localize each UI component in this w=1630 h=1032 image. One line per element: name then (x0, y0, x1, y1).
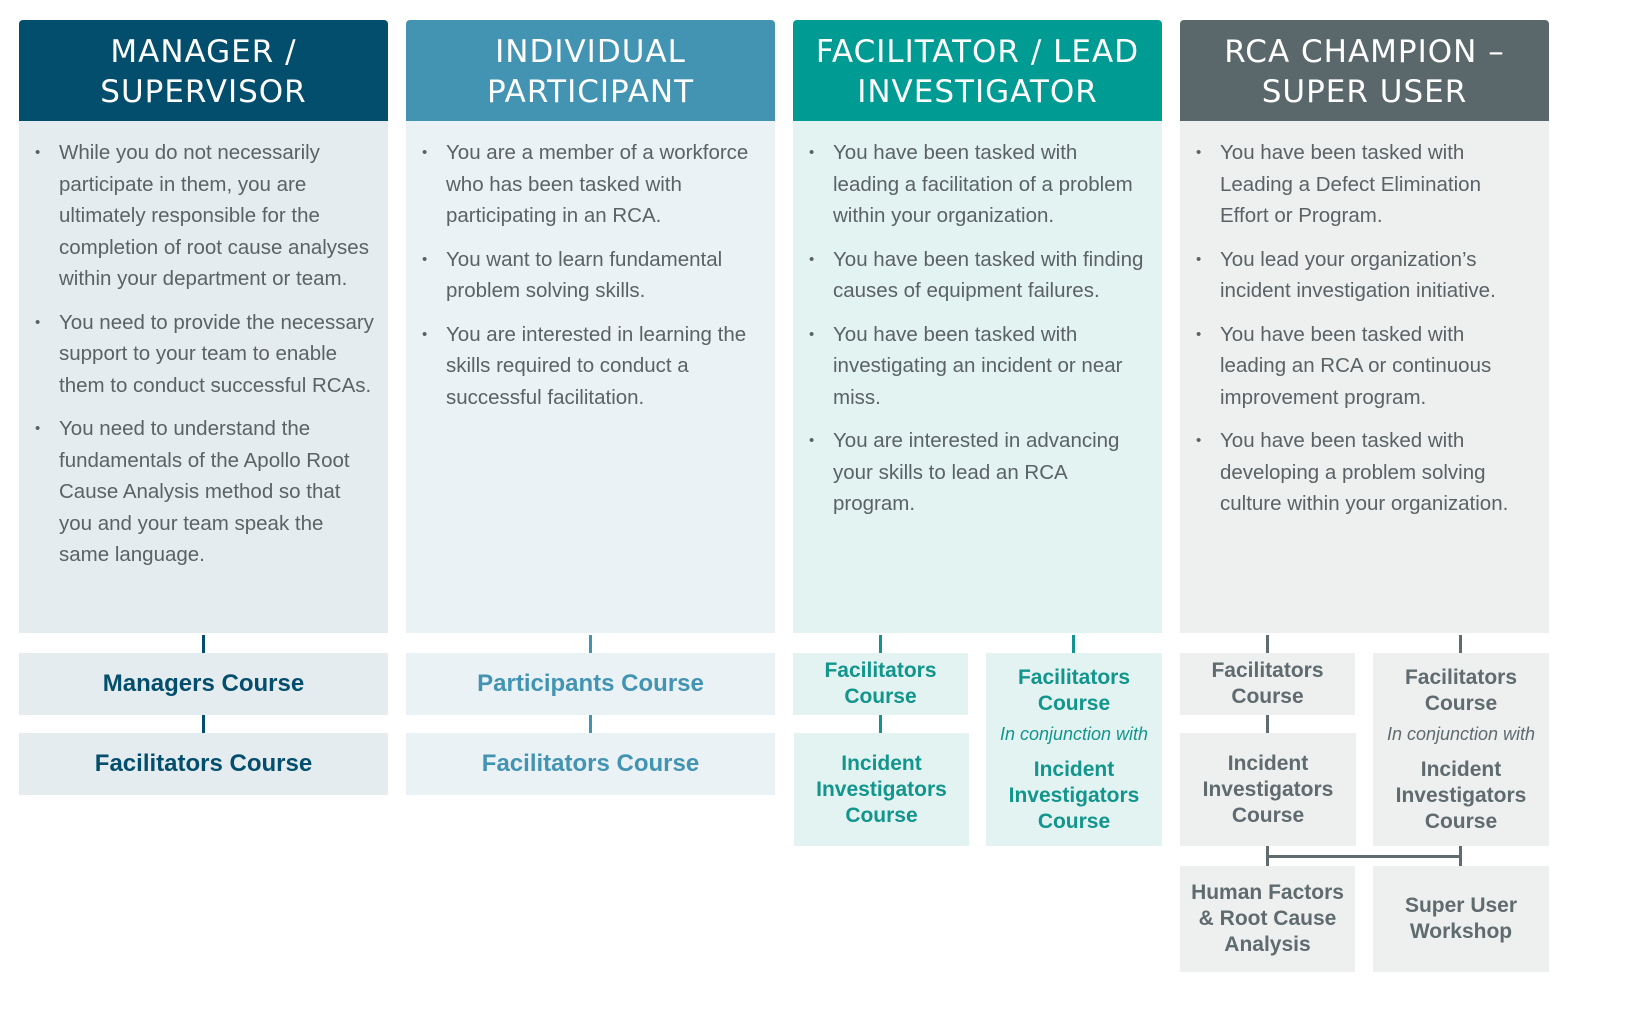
bullet-item: • You have been tasked with leading a facilitation of a problem within your organization. (833, 137, 1148, 232)
bullet-item: • You have been tasked with leading an RCA or continuous improvement program. (1220, 319, 1535, 414)
header-title-line1: INDIVIDUAL (495, 33, 686, 70)
course-box-facilitators (406, 733, 775, 795)
bullet-item: • You are a member of a workforce who has been tasked with participating in an RCA. (446, 137, 761, 232)
header-individual-participant (406, 20, 775, 121)
course-box-participants (406, 653, 775, 715)
connector-line (879, 635, 882, 653)
bullet-list (833, 137, 1148, 520)
bullet-item: • You are interested in learning the skills required to conduct a successful facilitation. (446, 319, 761, 414)
course-label: Facilitators Course (1017, 665, 1131, 715)
course-label: Managers Course (102, 670, 305, 697)
description-panel-champion (1180, 121, 1549, 633)
course-box-facilitators-with-incident-investigators (986, 653, 1162, 846)
course-label: Facilitators Course (481, 750, 700, 777)
header-title-line2: SUPERVISOR (100, 73, 307, 110)
conjunction-label: In conjunction with (1386, 723, 1536, 744)
course-label: Incident Investigators Course (816, 751, 947, 827)
header-manager-supervisor (19, 20, 388, 121)
header-title-line1: RCA CHAMPION – (1224, 33, 1505, 70)
bullet-item: • You have been tasked with finding causes of equipment failures. (833, 244, 1148, 307)
bullet-item: • You have been tasked with developing a problem solving culture within your organization. (1220, 425, 1535, 520)
header-facilitator-lead-investigator (793, 20, 1162, 121)
course-label: Incident Investigators Course (1202, 751, 1334, 827)
bullet-item: • You have been tasked with Leading a Defect Elimination Effort or Program. (1220, 137, 1535, 232)
course-box-super-user-workshop (1373, 866, 1549, 972)
course-label: Facilitators Course (824, 659, 937, 708)
course-label: Participants Course (477, 670, 704, 697)
course-box-facilitators-with-incident-investigators (1373, 653, 1549, 846)
course-box-facilitators (793, 653, 968, 715)
connector-line (879, 715, 882, 733)
course-label: Incident Investigators Course (1008, 757, 1140, 833)
header-title-line2: SUPER USER (1261, 73, 1468, 110)
course-label: Facilitators Course (1404, 665, 1518, 715)
header-title-line1: FACILITATOR / LEAD (815, 33, 1140, 70)
bullet-item: • You need to understand the fundamentals of the Apollo Root Cause Analysis method so that you and your team speak the same language. (59, 413, 374, 571)
connector-line (1459, 635, 1462, 653)
course-box-incident-investigators (1180, 733, 1356, 846)
bullet-item: • You have been tasked with investigating an incident or near miss. (833, 319, 1148, 414)
bullet-item: • You are interested in advancing your skills to lead an RCA program. (833, 425, 1148, 520)
connector-line (1072, 635, 1075, 653)
header-title-line2: PARTICIPANT (486, 73, 695, 110)
connector-line (1266, 715, 1269, 733)
connector-line (202, 635, 205, 653)
bracket-connector (1266, 855, 1462, 858)
course-label: Facilitators Course (94, 750, 313, 777)
course-label: Human Factors & Root Cause Analysis (1191, 881, 1344, 956)
description-panel-participant (406, 121, 775, 633)
course-label: Super User Workshop (1404, 894, 1518, 943)
bullet-item: • You want to learn fundamental problem solving skills. (446, 244, 761, 307)
course-label: Facilitators Course (1211, 659, 1324, 708)
description-panel-manager (19, 121, 388, 633)
bullet-list (446, 137, 761, 413)
course-label: Incident Investigators Course (1395, 757, 1527, 833)
conjunction-label: In conjunction with (999, 723, 1149, 744)
course-box-facilitators (19, 733, 388, 795)
course-box-incident-investigators (794, 733, 969, 846)
connector-line (202, 715, 205, 733)
bullet-item: • You lead your organization’s incident investigation initiative. (1220, 244, 1535, 307)
course-box-managers (19, 653, 388, 715)
bullet-list (1220, 137, 1535, 520)
bullet-list (59, 137, 374, 571)
bullet-item: • You need to provide the necessary support to your team to enable them to conduct successful RCAs. (59, 307, 374, 402)
course-box-human-factors (1180, 866, 1355, 972)
description-panel-facilitator (793, 121, 1162, 633)
header-rca-champion-super-user (1180, 20, 1549, 121)
connector-line (589, 635, 592, 653)
course-box-facilitators (1180, 653, 1355, 715)
connector-line (1266, 635, 1269, 653)
connector-line (589, 715, 592, 733)
bullet-item: • While you do not necessarily participate in them, you are ultimately responsible for the completion of root cause analyses within your department or team. (59, 137, 374, 295)
header-title-line2: INVESTIGATOR (857, 73, 1098, 110)
header-title-line1: MANAGER / (110, 33, 297, 70)
